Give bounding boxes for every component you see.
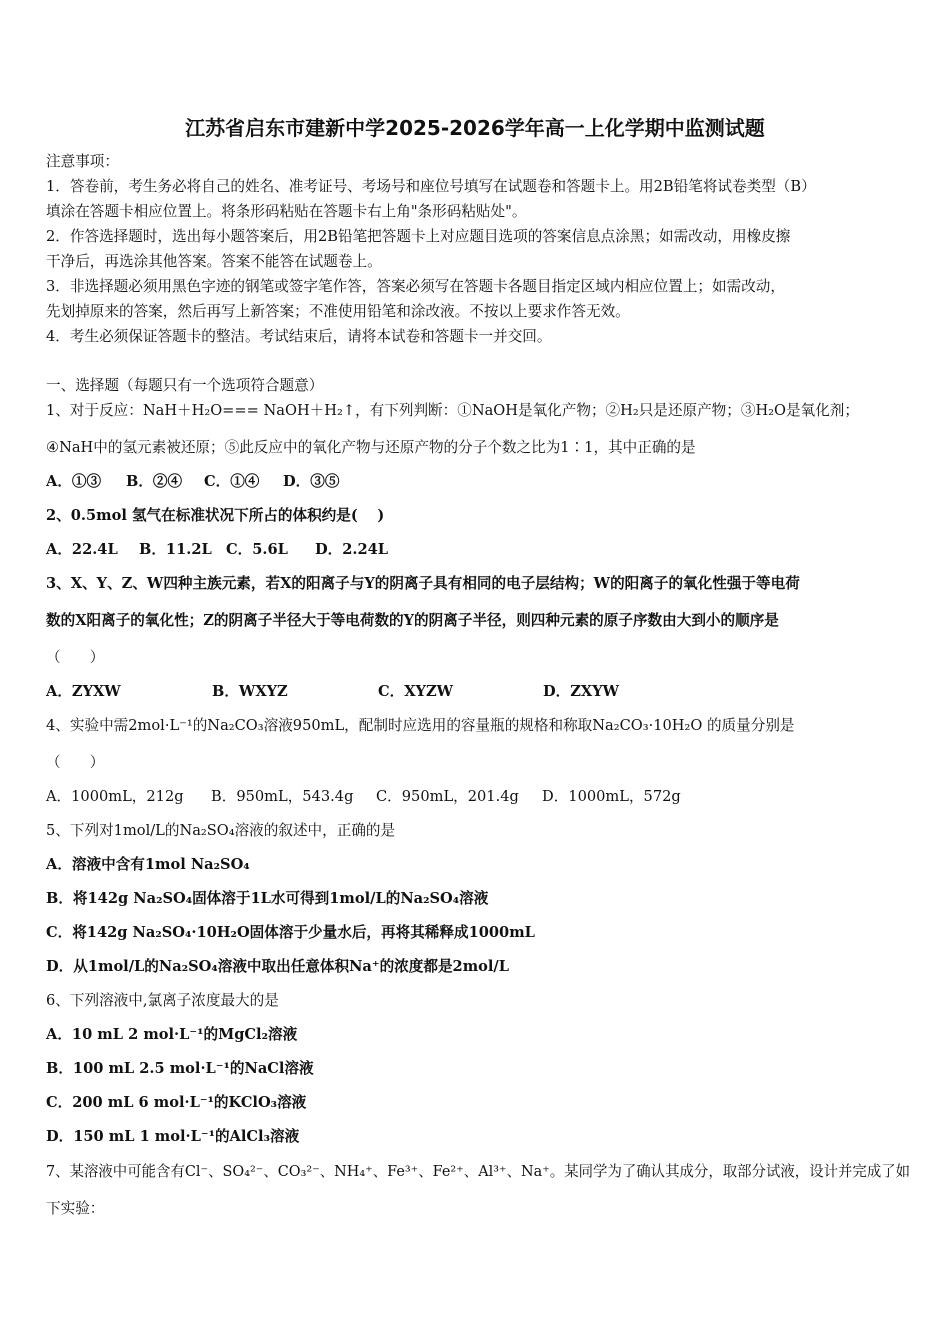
option: D．2.24L	[315, 541, 389, 558]
question-6-option: B．100 mL 2.5 mol·L⁻¹的NaCl溶液	[46, 1060, 314, 1077]
option: A．ZYXW	[46, 683, 121, 700]
question-1-options	[46, 472, 339, 492]
question-4-options	[46, 787, 681, 807]
notice-line: 干净后，再选涂其他答案。答案不能答在试题卷上。	[46, 253, 382, 270]
question-4-text: 4、实验中需2mol·L⁻¹的Na₂CO₃溶液950mL，配制时应选用的容量瓶的规格和称取Na₂CO₃·10H₂O 的质量分别是	[46, 717, 795, 734]
section-heading: 一、选择题（每题只有一个选项符合题意）	[46, 377, 324, 394]
option: B．950mL，543.4g	[211, 788, 354, 805]
question-6-option: A．10 mL 2 mol·L⁻¹的MgCl₂溶液	[46, 1026, 298, 1043]
option: A．①③	[46, 473, 102, 490]
notice-heading: 注意事项：	[46, 153, 119, 170]
question-6-text: 6、下列溶液中,氯离子浓度最大的是	[46, 992, 279, 1009]
option: C．5.6L	[226, 541, 288, 558]
notice-line: 3．非选择题必须用黑色字迹的钢笔或签字笔作答，答案必须写在答题卡各题目指定区域内相应位置上；如需改动，	[46, 278, 785, 295]
option: B．11.2L	[139, 541, 212, 558]
option: A．1000mL，212g	[46, 788, 184, 805]
question-3-text: 3、X、Y、Z、W四种主族元素，若X的阳离子与Y的阴离子具有相同的电子层结构；W的阳离子的氧化性强于等电荷	[46, 575, 800, 592]
option: B．WXYZ	[212, 683, 288, 700]
question-2-options	[46, 540, 388, 560]
option: C．XYZW	[378, 683, 453, 700]
question-5-option: D．从1mol/L的Na₂SO₄溶液中取出任意体积Na⁺的浓度都是2mol/L	[46, 958, 510, 975]
question-3-text: （ ）	[46, 649, 105, 666]
question-6-option: D．150 mL 1 mol·L⁻¹的AlCl₃溶液	[46, 1128, 300, 1145]
question-1-text: ④NaH中的氢元素被还原；⑤此反应中的氧化产物与还原产物的分子个数之比为1∶1，其中正确的是	[46, 439, 696, 456]
notice-line: 1．答卷前，考生务必将自己的姓名、准考证号、考场号和座位号填写在试题卷和答题卡上。用2B铅笔将试卷类型（B）	[46, 178, 816, 195]
question-1-text: 1、对于反应：NaH＋H₂O=== NaOH＋H₂↑，有下列判断：①NaOH是氧化产物；②H₂只是还原产物；③H₂O是氧化剂；	[46, 402, 859, 419]
question-3-text: 数的X阳离子的氧化性；Z的阴离子半径大于等电荷数的Y的阴离子半径，则四种元素的原子序数由大到小的顺序是	[46, 612, 779, 629]
question-6-option: C．200 mL 6 mol·L⁻¹的KClO₃溶液	[46, 1094, 307, 1111]
notice-line: 2．作答选择题时，选出每小题答案后，用2B铅笔把答题卡上对应题目选项的答案信息点涂黑；如需改动，用橡皮擦	[46, 228, 791, 245]
question-3-options	[46, 682, 619, 702]
option: D．1000mL，572g	[542, 788, 681, 805]
question-7-text: 7、某溶液中可能含有Cl⁻、SO₄²⁻、CO₃²⁻、NH₄⁺、Fe³⁺、Fe²⁺、Al³⁺、Na⁺。某同学为了确认其成分，取部分试液，设计并完成了如	[46, 1163, 911, 1180]
question-5-text: 5、下列对1mol/L的Na₂SO₄溶液的叙述中，正确的是	[46, 822, 396, 839]
question-2-text: 2、0.5mol 氢气在标准状况下所占的体积约是( )	[46, 507, 385, 524]
option: C．950mL，201.4g	[376, 788, 519, 805]
notice-line: 先划掉原来的答案，然后再写上新答案；不准使用铅笔和涂改液。不按以上要求作答无效。	[46, 303, 630, 320]
question-7-text: 下实验：	[46, 1200, 105, 1217]
option: B．②④	[126, 473, 183, 490]
option: D．③⑤	[283, 473, 340, 490]
option: A．22.4L	[46, 541, 118, 558]
question-4-text: （ ）	[46, 754, 105, 771]
notice-line: 4．考生必须保证答题卡的整洁。考试结束后，请将本试卷和答题卡一并交回。	[46, 328, 552, 345]
option: C．①④	[204, 473, 260, 490]
question-5-option: A．溶液中含有1mol Na₂SO₄	[46, 856, 250, 873]
question-5-option: B．将142g Na₂SO₄固体溶于1L水可得到1mol/L的Na₂SO₄溶液	[46, 890, 489, 907]
question-5-option: C．将142g Na₂SO₄·10H₂O固体溶于少量水后，再将其稀释成1000mL	[46, 924, 535, 941]
document-title: 江苏省启东市建新中学2025-2026学年高一上化学期中监测试题	[185, 116, 765, 140]
option: D．ZXYW	[543, 683, 620, 700]
notice-line: 填涂在答题卡相应位置上。将条形码粘贴在答题卡右上角"条形码粘贴处"。	[46, 203, 527, 220]
